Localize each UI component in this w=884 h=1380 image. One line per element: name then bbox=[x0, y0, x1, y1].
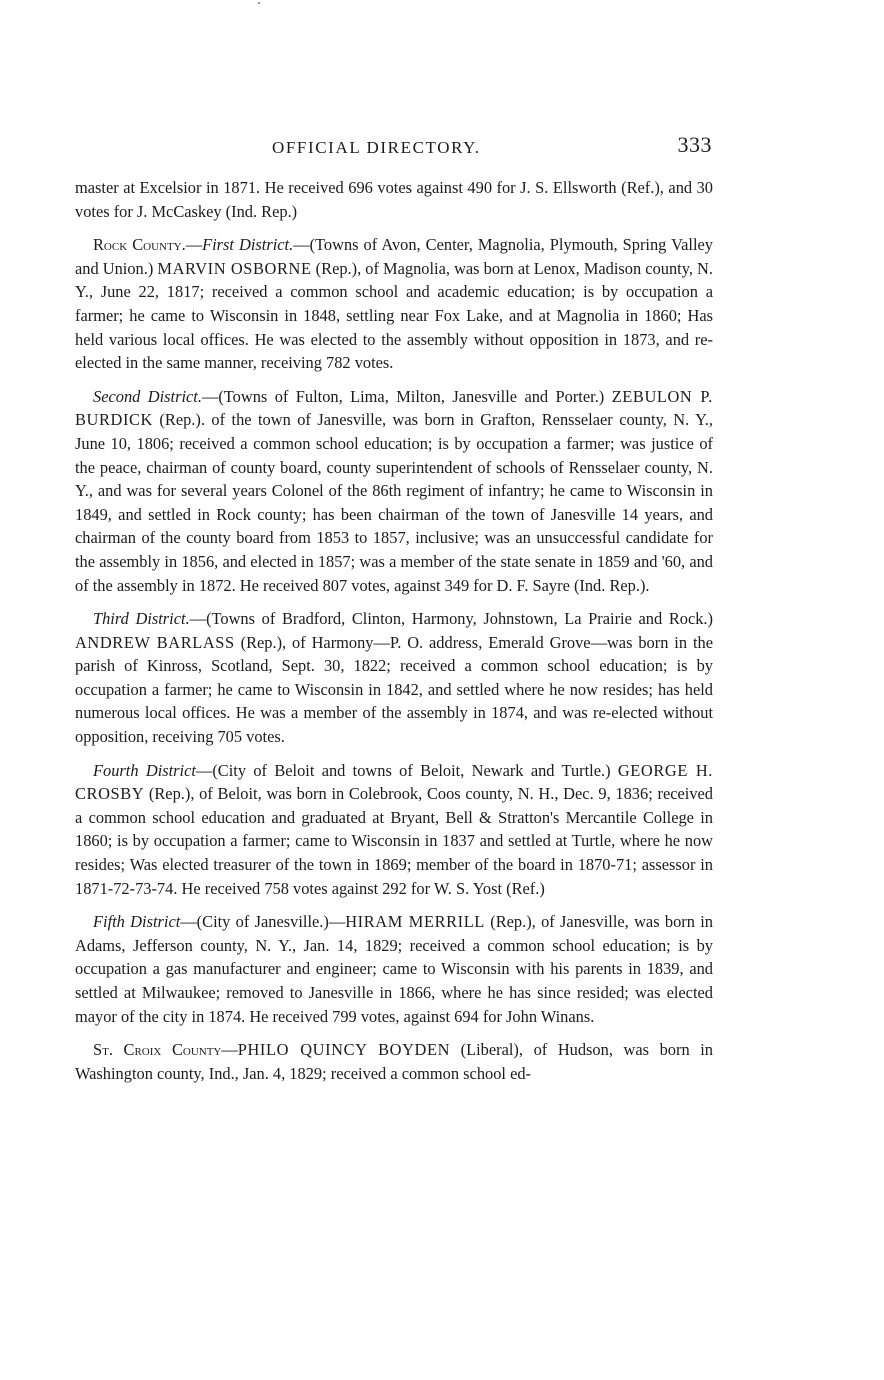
running-header bbox=[76, 132, 716, 166]
body-text bbox=[75, 176, 713, 1095]
member-name: ANDREW BARLASS bbox=[75, 632, 235, 652]
district-towns: —(Towns of Bradford, Clinton, Harmony, Johnstown, La Prairie and Rock.) bbox=[189, 609, 713, 629]
member-name: HIRAM MERRILL bbox=[345, 912, 485, 932]
entry-rock-county-first-district bbox=[75, 233, 713, 375]
entry-text: (Rep.), of Harmony—P. O. address, Emerald Grove—was born in the parish of Kinross, Scotland, Sept. 30, 1822; received a common school education; is by occupation a farmer; he came to Wisconsin in 1842, and settled where he now resides; has held numerous local offices. He was a member of the assembly in 1874, and was re-elected without opposition, receiving 705 votes. bbox=[75, 632, 713, 747]
dash: — bbox=[185, 235, 203, 255]
entry-text: (Liberal), of Hudson, was born in Washington county, Ind., Jan. 4, 1829; received a common school ed- bbox=[75, 1040, 713, 1083]
county-heading: Rock County. bbox=[93, 235, 186, 255]
entry-st-croix-county bbox=[75, 1038, 713, 1085]
entry-text: (Rep.). of the town of Janesville, was born in Grafton, Rensselaer county, N. Y., June 10, 1806; received a common school education; is by occupation a farmer; was justice of the peace, chairman of county board, county superintendent of schools of Rensselaer county, N. Y., and was for several years Colonel of the 86th regiment of infantry; he came to Wisconsin in 1849, and settled in Rock county; has been chairman of the town of Janesville 14 years, and chairman of the county board from 1853 to 1857, inclusive; was an unsuccessful candidate for the assembly in 1856, and elected in 1857; was a member of the state senate in 1859 and '60, and of the assembly in 1872. He received 807 votes, against 349 for D. F. Sayre (Ind. Rep.). bbox=[75, 410, 713, 595]
district-heading: Third District. bbox=[93, 609, 190, 629]
page-number: 333 bbox=[677, 132, 712, 157]
district-towns: —(City of Beloit and towns of Beloit, Newark and Turtle.) bbox=[195, 760, 618, 780]
paragraph-continuation bbox=[75, 176, 713, 223]
district-towns: —(Towns of Fulton, Lima, Milton, Janesville and Porter.) bbox=[201, 386, 612, 406]
district-towns: — bbox=[221, 1040, 238, 1060]
scan-speck bbox=[258, 2, 260, 4]
entry-fourth-district bbox=[75, 759, 713, 901]
entry-text: (Rep.), of Beloit, was born in Colebrook, Coos county, N. H., Dec. 9, 1836; received a common school education and graduated at Bryant, Bell & Stratton's Mercantile College in 1860; is by occupation a farmer; came to Wisconsin in 1837 and settled at Turtle, where he now resides; Was elected treasurer of the town in 1869; member of the board in 1870-71; assessor in 1871-72-73-74. He received 758 votes against 292 for W. S. Yost (Ref.) bbox=[75, 784, 713, 898]
entry-text: (Rep.), of Janesville, was born in Adams, Jefferson county, N. Y., Jan. 14, 1829; received a common school education; is by occupation a gas manufacturer and engineer; came to Wisconsin with his parents in 1839, and settled at Milwaukee; removed to Janesville in 1866, where he has since resided; was elected mayor of the city in 1874. He received 799 votes, against 694 for John Winans. bbox=[75, 912, 713, 1026]
entry-third-district bbox=[75, 607, 713, 749]
district-heading: First District. bbox=[202, 235, 294, 255]
member-name: MARVIN OSBORNE bbox=[157, 258, 312, 278]
district-heading: Fourth District bbox=[93, 760, 196, 780]
entry-fifth-district bbox=[75, 910, 713, 1028]
member-name: PHILO QUINCY BOYDEN bbox=[237, 1040, 451, 1060]
county-heading: St. Croix County bbox=[93, 1040, 222, 1060]
paragraph-text: master at Excelsior in 1871. He received 696 votes against 490 for J. S. Ellsworth (Ref.), and 30 votes for J. McCaskey (Ind. Rep.) bbox=[75, 178, 713, 221]
district-towns: —(City of Janesville.)— bbox=[180, 912, 346, 932]
entry-text: (Rep.), of Magnolia, was born at Lenox, Madison county, N. Y., June 22, 1817; received a common school and academic education; is by occupation a farmer; he came to Wisconsin in 1848, settling near Fox Lake, and at Magnolia in 1860; Has held various local offices. He was elected to the assembly without opposition in 1873, and re-elected in the same manner, receiving 782 votes. bbox=[75, 258, 713, 373]
running-title: OFFICIAL DIRECTORY. bbox=[272, 138, 481, 157]
district-heading: Second District. bbox=[93, 386, 202, 406]
member-name: GEORGE H. CROSBY bbox=[75, 760, 713, 804]
member-name: ZEBULON P. BURDICK bbox=[75, 386, 713, 430]
entry-second-district bbox=[75, 385, 713, 597]
district-towns: —(Towns of Avon, Center, Magnolia, Plymouth, Spring Valley and Union.) bbox=[75, 235, 713, 278]
district-heading: Fifth District bbox=[93, 912, 181, 932]
